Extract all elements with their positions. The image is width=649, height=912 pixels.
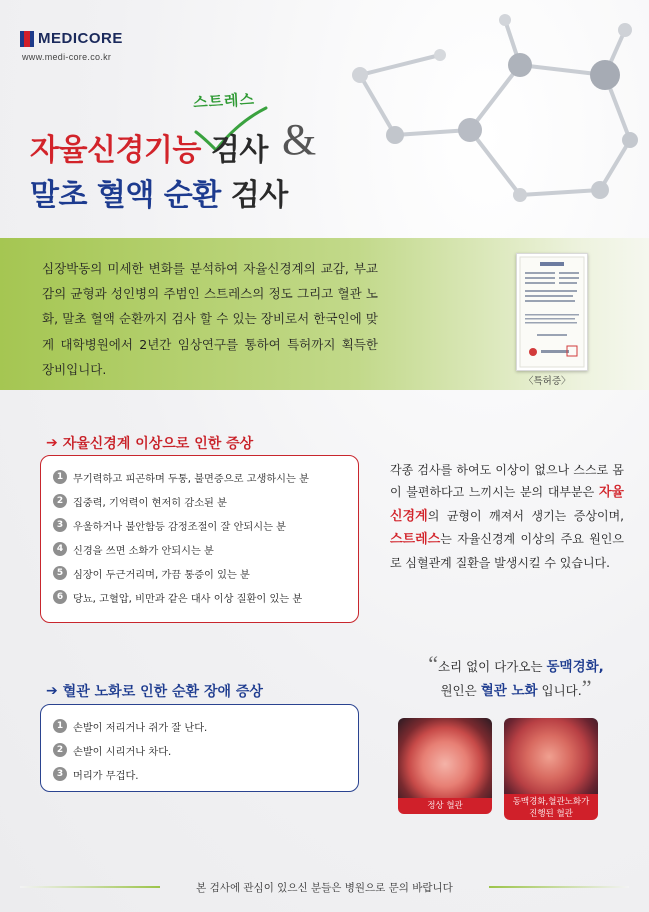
explanation-paragraph (390, 459, 624, 574)
list-item (53, 489, 358, 513)
explanation-part-3: 는 자율신경계 이상의 주요 원인으로 심혈관계 질환을 발생시킬 수 있습니다. (390, 532, 624, 570)
footer (0, 872, 649, 902)
list-item (53, 465, 358, 489)
explanation-part-2: 의 균형이 깨져서 생기는 증상이며, (427, 508, 624, 523)
normal-vessel-image (398, 718, 492, 810)
brand-logo (20, 30, 123, 47)
symptom-text: 손발이 저리거나 쥐가 잘 난다. (73, 722, 208, 734)
list-item (53, 537, 358, 561)
certificate-icon (517, 254, 587, 370)
number-badge: 1 (53, 719, 67, 733)
autonomic-symptoms-box (40, 455, 359, 623)
autonomic-symptoms-title: 자율신경계 이상으로 인한 증상 (62, 436, 254, 452)
title-test-1: 검사 (210, 133, 268, 168)
number-badge: 6 (53, 590, 67, 604)
circulation-symptoms-heading (46, 681, 263, 701)
arrow-right-icon: ➔ (46, 683, 58, 699)
circulation-symptoms-title: 혈관 노화로 인한 순환 장애 증상 (62, 684, 263, 700)
symptom-text: 집중력, 기억력이 현저히 감소된 분 (73, 497, 227, 509)
intro-text: 심장박동의 미세한 변화를 분석하여 자율신경계의 교감, 부교감의 균형과 성인병의 주범인 스트레스의 정도 그리고 혈관 노화, 말초 혈액 순환까지 검사 할 수 있는 장비로서 한국인에 맞게 대학병원에서 2년간 임상연구를 통하여 특허까지 획득한 장비입니다. (42, 261, 378, 377)
atherosclerosis-quote (396, 651, 636, 703)
quote-line-2 (396, 675, 636, 703)
explanation-highlight-stress: 스트레스 (390, 532, 441, 548)
title-circulation: 말초 혈액 순환 (30, 178, 221, 213)
list-item (53, 561, 358, 585)
symptom-text: 머리가 무겁다. (73, 770, 139, 782)
list-item (53, 714, 358, 738)
footer-text: 본 검사에 관심이 있으신 분들은 병원으로 문의 바랍니다 (196, 881, 453, 894)
title-line-1 (30, 125, 268, 169)
symptom-text: 신경을 쓰면 소화가 안되시는 분 (73, 545, 214, 557)
number-badge: 2 (53, 743, 67, 757)
autonomic-symptoms-heading (46, 433, 253, 453)
quote-line-1-text: 소리 없이 다가오는 (437, 659, 547, 674)
normal-vessel-caption: 정상 혈관 (398, 798, 492, 814)
certificate-caption: 〈특허증〉 (524, 376, 571, 387)
title-ampersand: & (282, 115, 317, 164)
patent-certificate-image (516, 253, 588, 371)
list-item (53, 762, 358, 786)
brand-url: www.medi-core.co.kr (22, 52, 112, 62)
symptom-text: 손발이 시리거나 차다. (73, 746, 172, 758)
brand-logo-icon (20, 31, 34, 47)
number-badge: 3 (53, 767, 67, 781)
quote-line-2-text: 원인은 (440, 683, 481, 698)
number-badge: 2 (53, 494, 67, 508)
arrow-right-icon: ➔ (46, 435, 58, 451)
title-test-2: 검사 (230, 178, 288, 213)
quote-highlight-aging: 혈관 노화 (480, 683, 538, 699)
list-item (53, 738, 358, 762)
title-line-2 (30, 170, 288, 214)
explanation-part-1: 각종 검사를 하여도 이상이 없으나 스스로 몸이 불편하다고 느끼시는 분의 대부분은 (390, 463, 624, 500)
quote-highlight-atherosclerosis: 동맥경화, (546, 659, 604, 675)
symptom-text: 우울하거나 불안함등 감정조절이 잘 안되시는 분 (73, 521, 287, 533)
list-item (53, 513, 358, 537)
quote-line-1 (396, 651, 636, 679)
symptom-text: 당뇨, 고혈압, 비만과 같은 대사 이상 질환이 있는 분 (73, 593, 303, 605)
brand-name: MEDICORE (38, 30, 123, 47)
explanation-highlight-autonomic: 자율신경계 (390, 485, 624, 524)
symptom-text: 심장이 두근거리며, 가끔 통증이 있는 분 (73, 569, 250, 581)
symptom-text: 무기력하고 피곤하며 두통, 불면증으로 고생하시는 분 (73, 473, 309, 485)
circulation-symptoms-box (40, 704, 359, 792)
open-quote-mark: “ (428, 651, 438, 676)
list-item (53, 585, 358, 609)
aged-vessel-caption-line-1: 동맥경화,혈관노화가 (512, 797, 590, 807)
stress-annotation: 스트레스 (192, 90, 256, 112)
number-badge: 1 (53, 470, 67, 484)
title-autonomic: 자율신경기능 (30, 133, 201, 168)
close-quote-mark: ” (581, 675, 592, 700)
aged-vessel-caption (504, 794, 598, 820)
number-badge: 4 (53, 542, 67, 556)
quote-line-2-end: 입니다. (537, 683, 582, 698)
number-badge: 3 (53, 518, 67, 532)
number-badge: 5 (53, 566, 67, 580)
aged-vessel-caption-line-2: 진행된 혈관 (529, 809, 573, 819)
